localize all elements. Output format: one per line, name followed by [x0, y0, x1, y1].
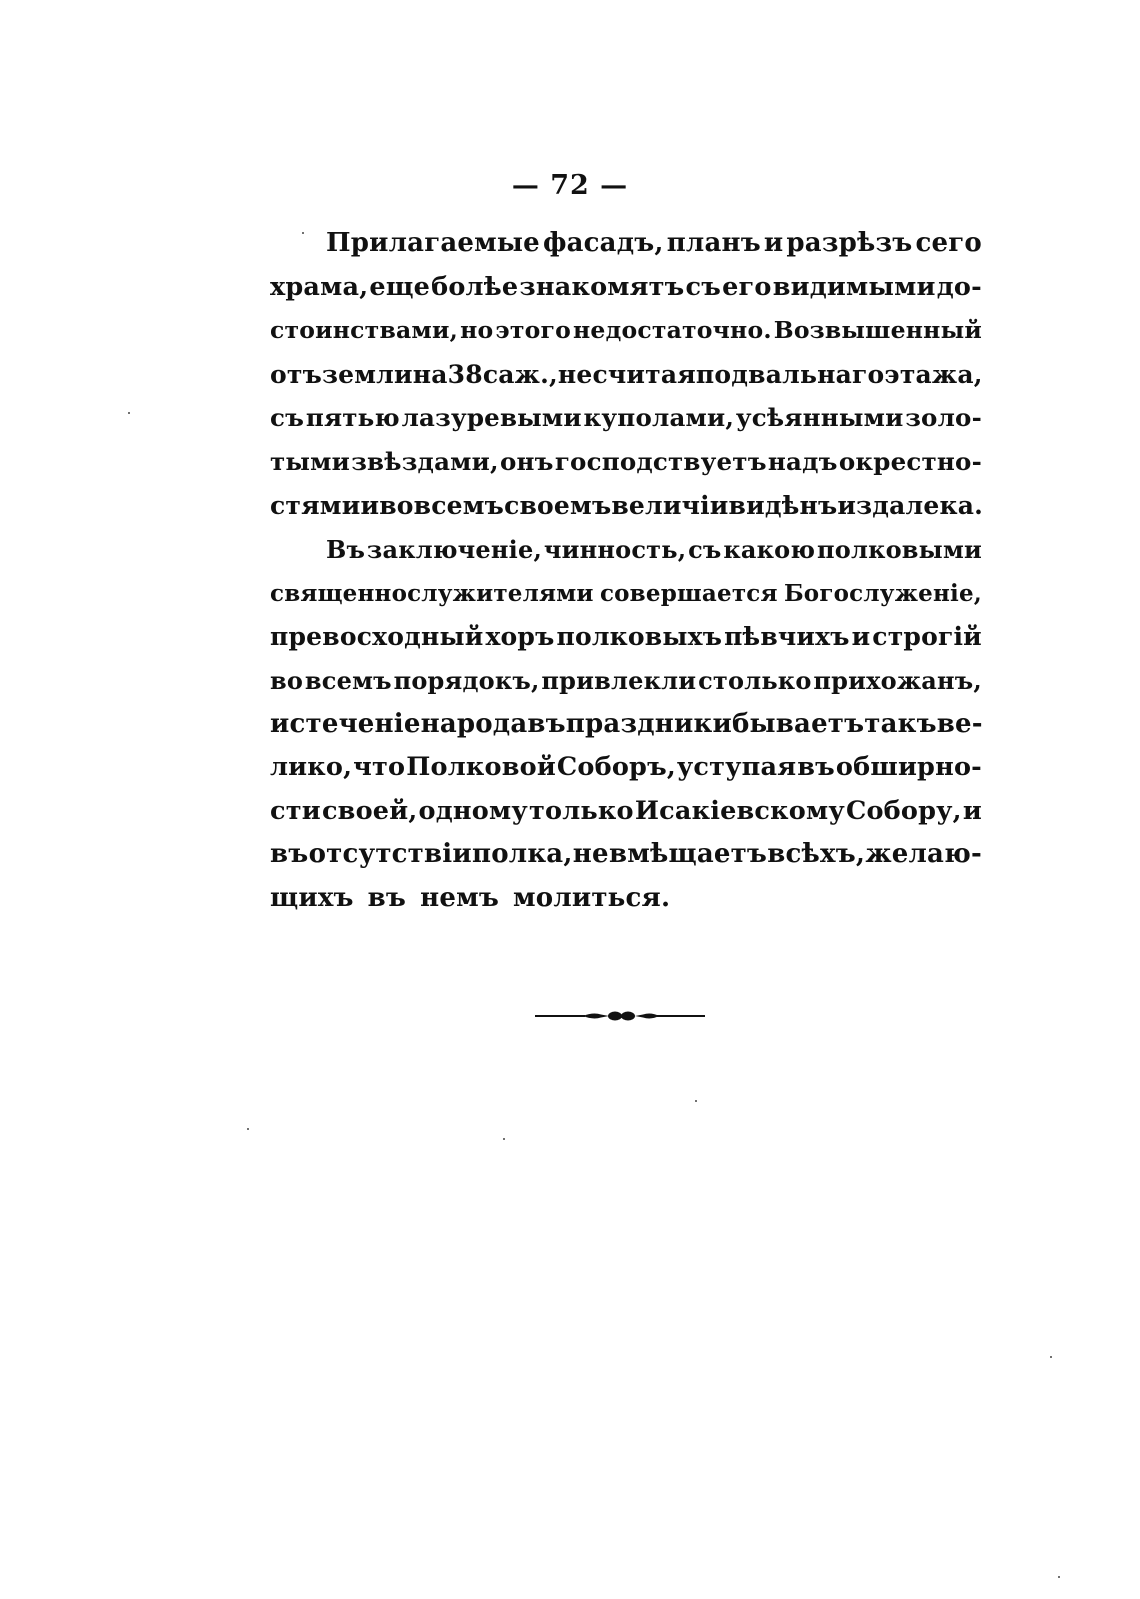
scan-speck	[302, 232, 304, 234]
word: своей,	[321, 795, 418, 826]
paragraph-1	[270, 222, 982, 527]
text-line	[270, 703, 982, 747]
word: какою	[723, 535, 816, 565]
word: немъ	[420, 882, 499, 913]
word: этажа,	[884, 359, 983, 389]
word: усѣянными	[735, 403, 904, 433]
word: стоинствами,	[270, 316, 459, 345]
page-number: — 72 —	[511, 170, 629, 201]
word: Прилагаемые	[326, 228, 540, 258]
word: болѣе	[431, 271, 519, 302]
word: въ	[367, 882, 407, 913]
word: хоръ	[485, 622, 555, 652]
word: этого	[495, 316, 571, 345]
word: стеченіе	[289, 708, 421, 739]
word: всемъ	[413, 490, 505, 520]
word: стями	[270, 490, 361, 520]
word: фасадъ,	[542, 228, 664, 258]
word: обширно-	[835, 752, 982, 783]
word: щихъ	[270, 882, 354, 913]
text-line	[270, 440, 982, 484]
word: полка,	[472, 839, 573, 870]
word: превосходный	[270, 622, 484, 652]
word: порядокъ,	[393, 665, 540, 695]
word: своемъ	[504, 490, 612, 520]
word: въ	[270, 839, 309, 870]
word: пѣвчихъ	[724, 622, 850, 652]
word: саж.,	[482, 359, 558, 389]
word: желаю-	[865, 839, 982, 870]
word: недостаточно.	[573, 316, 772, 345]
text-line	[270, 484, 982, 528]
text-line	[270, 659, 982, 703]
word: не	[572, 839, 609, 870]
text-line	[270, 790, 982, 834]
scan-speck	[128, 412, 130, 414]
word: но	[460, 316, 494, 345]
word: до-	[936, 271, 982, 302]
text-line	[270, 746, 982, 790]
word: знакомятъ	[519, 271, 685, 302]
word: лазуревыми	[401, 403, 582, 433]
text-line	[270, 572, 982, 616]
word: окрестно-	[838, 446, 982, 476]
word: ве-	[936, 708, 983, 739]
text-line	[270, 353, 982, 397]
word: видѣнъ	[728, 490, 838, 520]
word: священнослужителями	[270, 579, 594, 607]
word: во	[379, 490, 414, 520]
word: уступая	[676, 752, 797, 783]
word: звѣздами,	[351, 446, 499, 476]
word: куполами,	[583, 403, 735, 433]
text-line	[270, 877, 982, 921]
word: въ	[527, 708, 566, 739]
word: столько	[698, 665, 812, 695]
word: земли	[321, 359, 413, 389]
word: онъ	[499, 446, 554, 476]
word: Исакіевскому	[634, 795, 845, 826]
word: въ	[797, 752, 835, 783]
word: отсутствіи	[308, 839, 472, 870]
word: пятью	[305, 403, 400, 433]
word: чинность,	[543, 535, 687, 565]
word: полковыми	[816, 535, 982, 565]
word: всѣхъ,	[767, 839, 866, 870]
word: привлекли	[541, 665, 697, 695]
word: во	[270, 665, 304, 695]
word: храма,	[270, 271, 369, 302]
word: планъ	[666, 228, 761, 258]
word: народа	[420, 708, 528, 739]
word: вмѣщаетъ	[608, 839, 768, 870]
word: одному	[418, 795, 528, 826]
word: прихожанъ,	[813, 665, 982, 695]
text-line	[270, 222, 982, 266]
text-line	[270, 833, 982, 877]
word: Соборъ,	[556, 752, 676, 783]
word: такъ	[864, 708, 937, 739]
word: разрѣзъ	[786, 228, 913, 258]
word: лико,	[270, 752, 353, 783]
word: и	[962, 795, 982, 826]
tailpiece-ornament-icon	[535, 1005, 705, 1027]
word: Возвышенный	[773, 316, 982, 345]
word: полковыхъ	[556, 622, 723, 652]
word: Собору,	[845, 795, 962, 826]
word: и	[763, 228, 784, 258]
text-line	[270, 266, 982, 310]
word: подвальнаго	[695, 359, 885, 389]
text-line	[270, 615, 982, 659]
word: совершается	[599, 579, 778, 607]
word: и	[360, 490, 380, 520]
word: Въ	[326, 535, 366, 565]
word: на	[412, 359, 448, 389]
word: и	[270, 708, 290, 739]
word: только	[529, 795, 634, 826]
paragraph-2	[270, 528, 982, 920]
scan-speck	[1058, 1576, 1060, 1578]
scan-speck	[503, 1138, 505, 1140]
word: величіи	[611, 490, 729, 520]
text-line	[270, 528, 982, 572]
word: надъ	[767, 446, 838, 476]
word: и	[851, 622, 871, 652]
text-line	[270, 309, 982, 353]
word: строгій	[872, 622, 982, 652]
word: Полковой	[406, 752, 556, 783]
word: отъ	[270, 359, 322, 389]
word: молиться.	[513, 882, 671, 913]
scan-speck	[695, 1100, 697, 1102]
word: сего	[915, 228, 982, 258]
word: не	[557, 359, 593, 389]
body-text	[270, 222, 982, 921]
word: заключеніе,	[366, 535, 542, 565]
word: что	[353, 752, 406, 783]
word: тыми	[270, 446, 350, 476]
word: съ	[685, 271, 722, 302]
word: считая	[592, 359, 696, 389]
word: издалека.	[837, 490, 984, 520]
word: видимыми	[772, 271, 936, 302]
word: Богослуженіе,	[783, 579, 982, 607]
text-line	[270, 396, 982, 440]
word: еще	[369, 271, 431, 302]
word: праздники	[565, 708, 732, 739]
word: съ	[270, 403, 305, 433]
scan-speck	[1050, 1356, 1052, 1358]
scan-speck	[247, 1128, 249, 1130]
word: всемъ	[304, 665, 392, 695]
word: его	[722, 271, 772, 302]
word: 38	[447, 359, 483, 389]
word: золо-	[905, 403, 982, 433]
word: сти	[270, 795, 321, 826]
word: съ	[688, 535, 722, 565]
word: бываетъ	[731, 708, 865, 739]
word: господствуетъ	[554, 446, 767, 476]
